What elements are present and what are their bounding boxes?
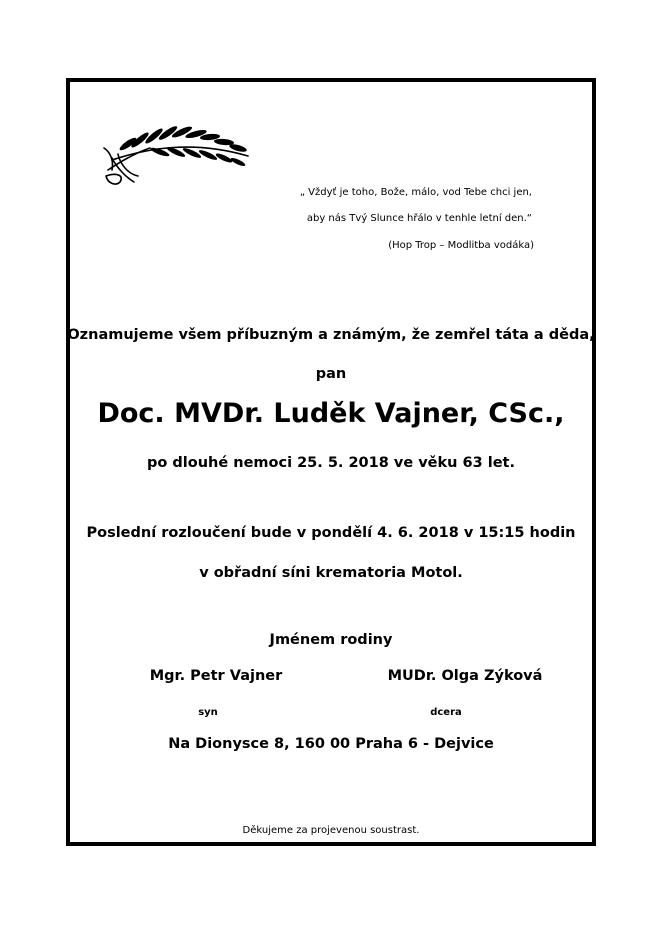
family-address: Na Dionysce 8, 160 00 Praha 6 - Dejvice — [168, 736, 494, 752]
quote-source: (Hop Trop – Modlitba vodáka) — [388, 240, 534, 251]
deceased-name: Doc. MVDr. Luděk Vajner, CSc., — [97, 398, 565, 429]
family-member-relation: syn — [198, 707, 218, 718]
family-member-name: Mgr. Petr Vajner — [149, 668, 283, 684]
thanks-text: Děkujeme za projevenou soustrast. — [242, 825, 420, 836]
quote-line-2: aby nás Tvý Slunce hřálo v tenhle letní den.“ — [306, 213, 532, 224]
announcement-text: Oznamujeme všem příbuzným a známým, že zemřel táta a děda, — [67, 327, 595, 343]
family-heading: Jménem rodiny — [269, 632, 393, 648]
palm-branch-icon — [98, 118, 260, 188]
death-info: po dlouhé nemoci 25. 5. 2018 ve věku 63 let. — [147, 455, 515, 471]
quote-line-1: „ Vždyť je toho, Bože, málo, vod Tebe chci jen, — [299, 187, 532, 198]
family-member-name: MUDr. Olga Zýková — [387, 668, 543, 684]
salutation-text: pan — [315, 366, 347, 382]
family-member-relation: dcera — [430, 707, 462, 718]
farewell-info: Poslední rozloučení bude v pondělí 4. 6. 2018 v 15:15 hodin — [86, 525, 576, 541]
farewell-place: v obřadní síni krematoria Motol. — [199, 565, 463, 581]
